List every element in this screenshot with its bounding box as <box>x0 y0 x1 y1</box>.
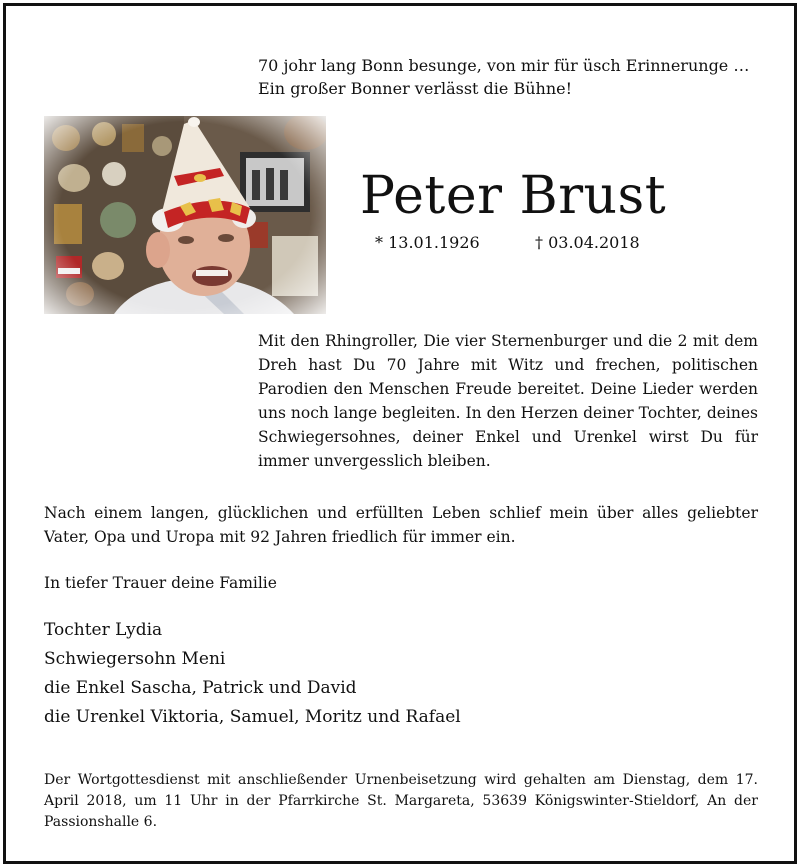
mourning-line: In tiefer Trauer deine Familie <box>44 574 277 592</box>
motto-line-1: 70 johr lang Bonn besunge, von mir für üsch Erinnerunge … <box>258 56 750 75</box>
family-member: Tochter Lydia <box>44 620 163 640</box>
motto-quote <box>258 54 778 100</box>
portrait-photo <box>44 116 326 314</box>
service-details: Der Wortgottesdienst mit anschließender Urnenbeisetzung wird gehalten am Dienstag, dem 17. April 2018, um 11 Uhr in der Pfarrkirche St. Margareta, 53639 Königswinter-Stieldorf, An der Passionshalle 6. <box>44 772 758 830</box>
motto-line-2: Ein großer Bonner verlässt die Bühne! <box>258 79 573 98</box>
family-member: die Urenkel Viktoria, Samuel, Moritz und Rafael <box>44 707 461 727</box>
deceased-name: Peter Brust <box>360 166 667 226</box>
family-member: Schwiegersohn Meni <box>44 649 226 669</box>
obituary-notice <box>3 3 797 864</box>
death-date: † 03.04.2018 <box>535 233 640 252</box>
family-list <box>44 616 461 732</box>
tribute-text: Mit den Rhingroller, Die vier Sternenburger und die 2 mit dem Dreh hast Du 70 Jahre mit Witz und frechen, politischen Parodien den Menschen Freude bereitet. Deine Lieder werden uns noch lange begleiten. In den Herzen deiner Tochter, deines Schwiegersohnes, deiner Enkel und Urenkel wirst Du für immer unvergesslich bleiben. <box>258 332 758 470</box>
closing-text: Nach einem langen, glücklichen und erfüllten Leben schlief mein über alles geliebter Vater, Opa und Uropa mit 92 Jahren friedlich für immer ein. <box>44 504 758 546</box>
birth-date: * 13.01.1926 <box>375 233 480 252</box>
family-member: die Enkel Sascha, Patrick und David <box>44 678 357 698</box>
